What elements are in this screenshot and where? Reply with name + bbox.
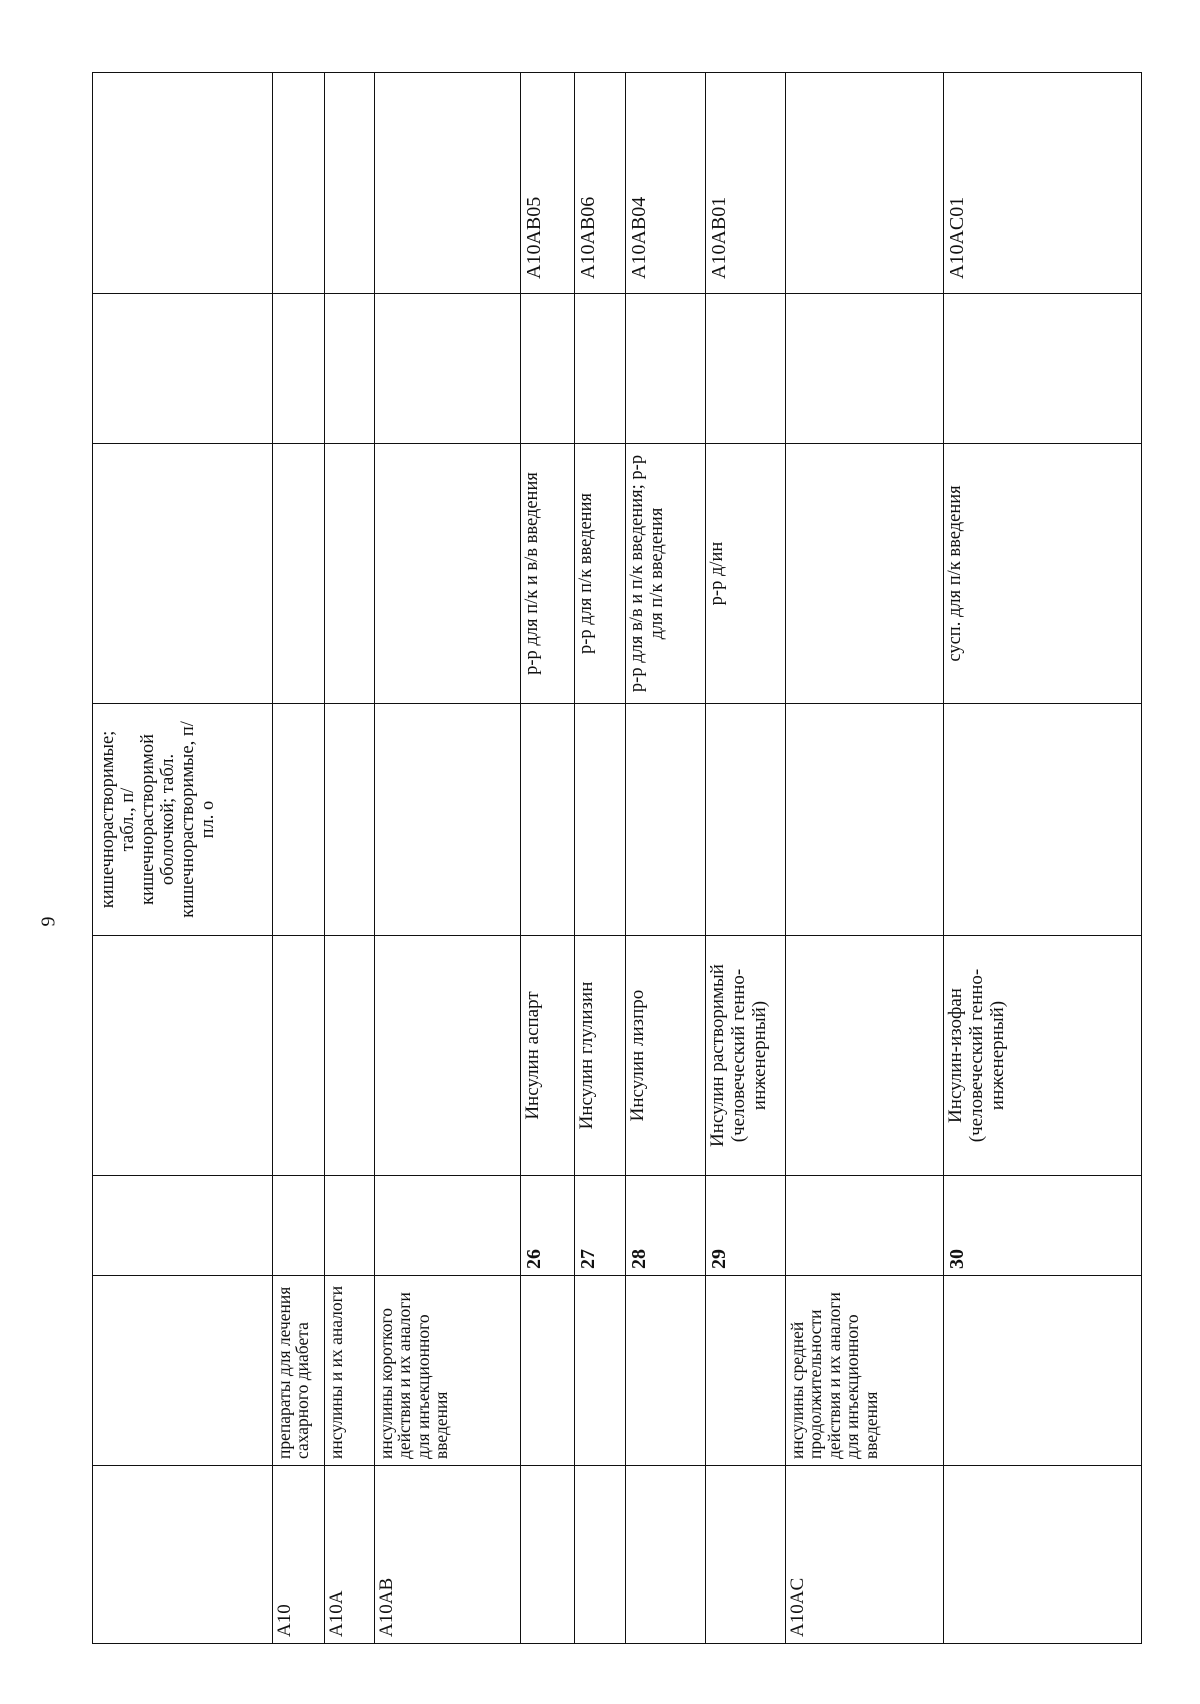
- dosage-form-cell: кишечнорастворимые; табл., п/кишечнорастворимой оболочкой; табл. кишечнорастворимые, п/пл. о: [93, 703, 272, 935]
- dosage-form-cell: [273, 703, 324, 935]
- atc-group-code-cell: [575, 1465, 625, 1643]
- atc-code-cell: [325, 72, 374, 293]
- atc-code-cell: A10AB01: [708, 196, 730, 279]
- dosage-form-cell: р-р для п/к и в/в введения: [521, 443, 574, 703]
- dosage-form-cell: [93, 443, 272, 703]
- group-name-cell: препараты для лечения сахарного диабета: [273, 1275, 324, 1465]
- drug-name-cell: Инсулин глулизин: [575, 935, 625, 1175]
- atc-group-code-cell: [626, 1465, 705, 1643]
- group-name-cell: [706, 1275, 785, 1465]
- item-number-cell: 29: [706, 1175, 785, 1275]
- dosage-form-cell: [375, 703, 520, 935]
- document-sheet: [92, 72, 1142, 1644]
- drug-name-cell: [325, 935, 374, 1175]
- table-row: [944, 73, 1142, 1643]
- atc-code-cell: [273, 72, 324, 293]
- table-row: [626, 73, 706, 1643]
- dosage-form-cell: р-р для в/в и п/к введения; р-р для п/к введения: [626, 443, 705, 703]
- dosage-form-cell: [273, 443, 324, 703]
- atc-group-code-cell: A10A: [325, 1465, 374, 1643]
- drug-name-cell: [375, 935, 520, 1175]
- drug-name-cell: Инсулин-изофан (человеческий генно-инженерный): [944, 935, 1142, 1175]
- drug-table: [92, 72, 1142, 1644]
- table-row: [375, 73, 521, 1643]
- drug-name-cell: [786, 935, 943, 1175]
- blank-cell: [93, 293, 272, 443]
- atc-group-code-cell: A10AB: [375, 1465, 520, 1643]
- item-number-cell: 27: [575, 1175, 625, 1275]
- blank-cell: [944, 293, 1142, 443]
- atc-group-code-cell: [706, 1465, 785, 1643]
- dosage-form-cell: [325, 443, 374, 703]
- table-row: [93, 73, 273, 1643]
- atc-code-cell: [93, 72, 272, 293]
- dosage-form-cell: [575, 703, 625, 935]
- blank-cell: [375, 293, 520, 443]
- table-row: [575, 73, 626, 1643]
- atc-code-cell: A10AB04: [628, 196, 650, 279]
- atc-group-code-cell: A10AC: [786, 1465, 943, 1643]
- atc-code-cell: A10AB05: [523, 196, 545, 279]
- blank-cell: [706, 293, 785, 443]
- item-number-cell: [786, 1175, 943, 1275]
- atc-group-code-cell: [944, 1465, 1142, 1643]
- atc-code-cell: A10AB06: [577, 196, 599, 279]
- drug-name-cell: [273, 935, 324, 1175]
- drug-name-cell: Инсулин аспарт: [521, 935, 574, 1175]
- dosage-form-cell: [325, 703, 374, 935]
- group-name-cell: [575, 1275, 625, 1465]
- atc-code-cell: A10AC01: [946, 196, 968, 279]
- item-number-cell: 30: [944, 1175, 1142, 1275]
- group-name-cell: [626, 1275, 705, 1465]
- dosage-form-cell: [521, 703, 574, 935]
- drug-name-cell: Инсулин лизпро: [626, 935, 705, 1175]
- group-name-cell: [944, 1275, 1142, 1465]
- atc-group-code-cell: [93, 1465, 272, 1643]
- blank-cell: [521, 293, 574, 443]
- dosage-form-cell: р-р д/ин: [706, 443, 785, 703]
- dosage-form-cell: [375, 443, 520, 703]
- table-row: [786, 73, 944, 1643]
- group-name-cell: инсулины средней продолжительности действия и их аналоги для инъекционного введения: [786, 1275, 943, 1465]
- dosage-form-cell: [944, 703, 1142, 935]
- item-number-cell: [273, 1175, 324, 1275]
- group-name-cell: инсулины короткого действия и их аналоги для инъекционного введения: [375, 1275, 520, 1465]
- blank-cell: [626, 293, 705, 443]
- dosage-form-cell: [786, 703, 943, 935]
- atc-group-code-cell: [521, 1465, 574, 1643]
- table-row: [706, 73, 786, 1643]
- dosage-form-cell: р-р для п/к введения: [575, 443, 625, 703]
- item-number-cell: [375, 1175, 520, 1275]
- group-name-cell: инсулины и их аналоги: [325, 1275, 374, 1465]
- group-name-cell: [93, 1275, 272, 1465]
- drug-name-cell: [93, 935, 272, 1175]
- item-number-cell: [93, 1175, 272, 1275]
- dosage-form-cell: [626, 703, 705, 935]
- table-row: [521, 73, 575, 1643]
- group-name-cell: [521, 1275, 574, 1465]
- blank-cell: [786, 293, 943, 443]
- blank-cell: [273, 293, 324, 443]
- table-row: [325, 73, 375, 1643]
- dosage-form-cell: [786, 443, 943, 703]
- item-number-cell: 26: [521, 1175, 574, 1275]
- blank-cell: [575, 293, 625, 443]
- drug-name-cell: Инсулин растворимый (человеческий генно-инженерный): [706, 935, 785, 1175]
- atc-group-code-cell: A10: [273, 1465, 324, 1643]
- dosage-form-cell: [706, 703, 785, 935]
- atc-code-cell: [786, 72, 943, 293]
- table-row: [273, 73, 325, 1643]
- item-number-cell: 28: [626, 1175, 705, 1275]
- dosage-form-cell: сусп. для п/к введения: [944, 443, 1142, 703]
- blank-cell: [325, 293, 374, 443]
- item-number-cell: [325, 1175, 374, 1275]
- page-number: 9: [37, 916, 60, 927]
- atc-code-cell: [375, 72, 520, 293]
